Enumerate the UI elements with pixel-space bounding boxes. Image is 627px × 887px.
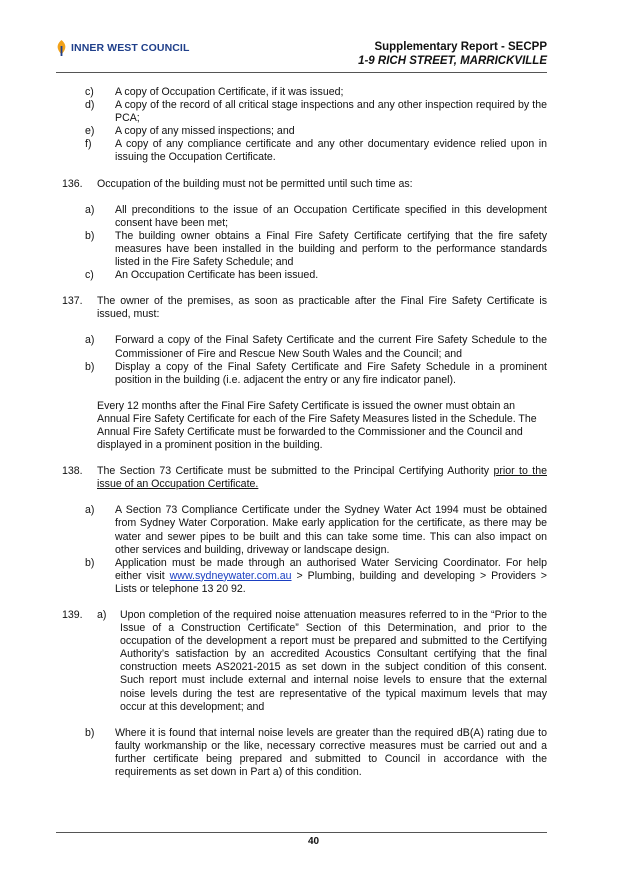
page-number: 40 bbox=[307, 836, 320, 847]
footer-divider bbox=[56, 832, 547, 833]
condition-137 bbox=[62, 295, 547, 321]
condition-number: 138. bbox=[62, 465, 83, 478]
condition-136 bbox=[62, 178, 547, 191]
condition-number: 136. bbox=[62, 177, 83, 190]
condition-text: The Section 73 Certificate must be submitted to the Principal Certifying Authority prior to the issue of an Occupation Certificate. bbox=[97, 465, 547, 491]
condition-139 bbox=[62, 609, 547, 714]
list-item: d) A copy of the record of all critical stage inspections and any other inspection required by the PCA; bbox=[85, 99, 547, 125]
council-logo bbox=[56, 38, 189, 58]
logo-text: INNER WEST COUNCIL bbox=[71, 42, 190, 54]
list-item: e) A copy of any missed inspections; and bbox=[85, 125, 295, 138]
header-divider bbox=[56, 72, 547, 73]
list-item: b) Application must be made through an authorised Water Servicing Coordinator. For help either visit www.sydneywater.com.au > Plumbing, building and developing > Providers > Lists or telephone 13 20 92. bbox=[85, 556, 547, 595]
list-item: c) A copy of Occupation Certificate, if it was issued; bbox=[85, 86, 344, 98]
condition-135-list bbox=[85, 86, 547, 165]
list-item: b) Display a copy of the Final Safety Certificate and Fire Safety Schedule in a prominent position in the building (i.e. adjacent the entry or any fire indicator panel). bbox=[85, 360, 547, 386]
list-item: c) An Occupation Certificate has been issued. bbox=[85, 269, 319, 282]
list-item: a) All preconditions to the issue of an Occupation Certificate specified in this development consent have been met; bbox=[85, 203, 547, 229]
condition-137-note: Every 12 months after the Final Fire Safety Certificate is issued the owner must obtain an Annual Fire Safety Certificate for each of the Fire Safety Measures listed in the Schedule. The Annual Fire Safety Certificate must be forwarded to the Commissioner and the Council and displayed in a prominent position in the building. bbox=[97, 399, 537, 452]
condition-136-list bbox=[85, 204, 547, 283]
list-item: f) A copy of any compliance certificate and any other documentary evidence relied upon in issuing the Occupation Certificate. bbox=[85, 138, 547, 164]
list-item: a) Upon completion of the required noise attenuation measures referred to in the “Prior to the Issue of a Construction Certificate” Section of this Determination, and prior to the occupation of the development a report must be prepared and submitted to the Certifying Authority’s satisfaction by an accredited Acoustics Consultant certifying that the final construction meets AS2021-2015 as set down in the subject condition of this consent. Such report must include external and internal noise levels to ensure that the external noise levels during the test are representative of the typical maximum levels that may occur at this development; and bbox=[97, 609, 547, 713]
condition-139-list bbox=[85, 727, 547, 779]
condition-text: The owner of the premises, as soon as practicable after the Final Fire Safety Certificate is issued, must: bbox=[97, 295, 547, 321]
list-item: a) A Section 73 Compliance Certificate under the Sydney Water Act 1994 must be obtained from Sydney Water Corporation. Make early application for the certificate, as there may be water and sewer pipes to be built and this can take some time. This can also impact on other services and building, driveway or landscape design. bbox=[85, 504, 547, 556]
page-header bbox=[0, 0, 627, 70]
condition-138 bbox=[62, 465, 547, 491]
list-item: b) The building owner obtains a Final Fire Safety Certificate certifying that the fire safety measures have been installed in the building and perform to the performance standards listed in the Fire Safety Schedule; and bbox=[85, 229, 547, 269]
report-title: Supplementary Report - SECPP bbox=[374, 41, 547, 53]
council-logo-icon bbox=[56, 40, 67, 56]
condition-137-list bbox=[85, 334, 547, 386]
condition-number: 137. bbox=[62, 295, 83, 308]
report-header bbox=[358, 40, 547, 68]
document-body bbox=[62, 86, 547, 779]
sydney-water-link[interactable]: www.sydneywater.com.au bbox=[169, 569, 292, 582]
condition-text: Occupation of the building must not be permitted until such time as: bbox=[97, 177, 413, 190]
condition-number: 139. bbox=[62, 609, 83, 621]
report-address: 1-9 RICH STREET, MARRICKVILLE bbox=[358, 55, 547, 67]
condition-138-list bbox=[85, 504, 547, 596]
underlined-text: prior to the issue of an Occupation Certificate. bbox=[97, 465, 547, 491]
list-item: a) Forward a copy of the Final Safety Certificate and the current Fire Safety Schedule to the Commissioner of Fire and Rescue New South Wales and the Council; and bbox=[85, 334, 547, 360]
list-item: b) Where it is found that internal noise levels are greater than the required dB(A) rating due to faulty workmanship or the like, necessary corrective measures must be carried out and a further certificate being prepared and submitted to Council in accordance with the requirements as set down in Part a) of this condition. bbox=[85, 726, 547, 779]
